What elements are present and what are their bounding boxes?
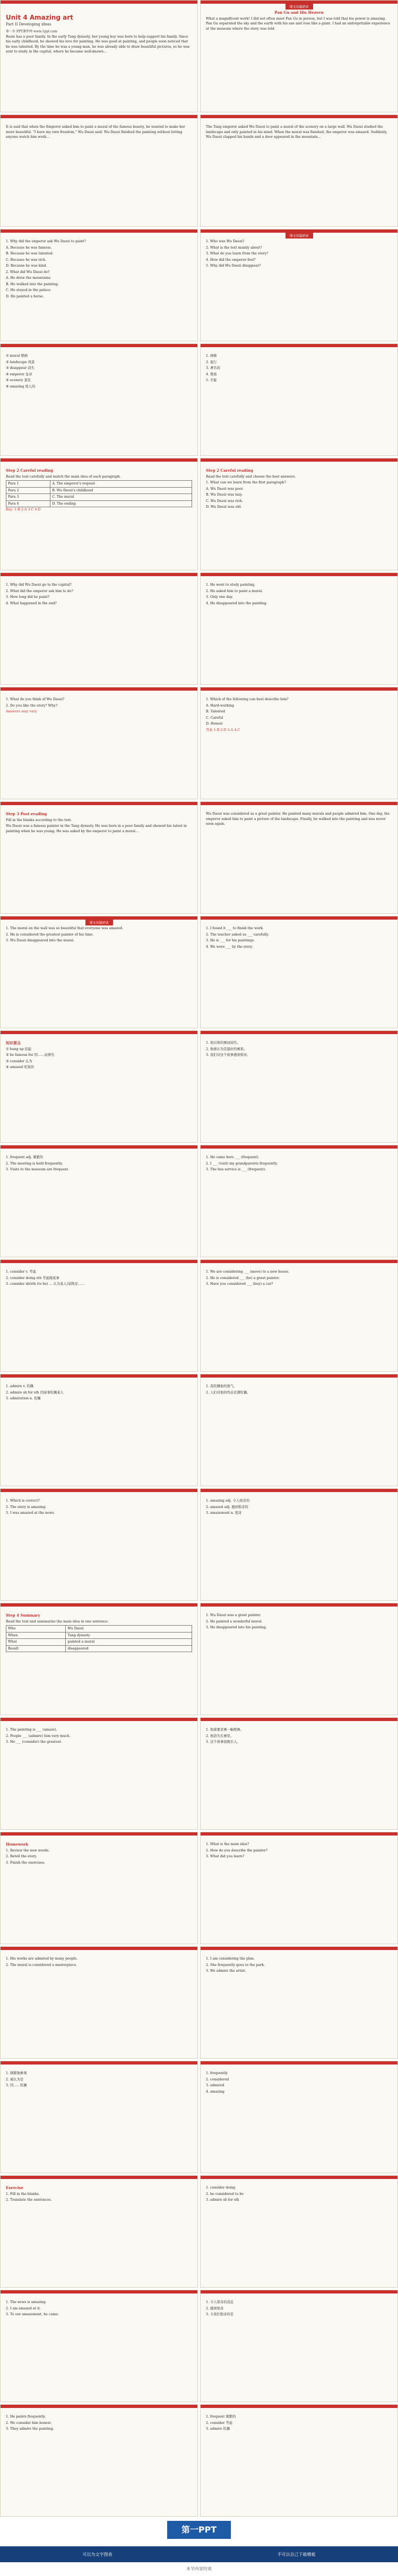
slide-18 bbox=[200, 916, 398, 1028]
list-item: 知识要点 bbox=[6, 1040, 21, 1045]
slide-text: Wu Daozi was considered as a great painter. He painted many murals and people admired him. One day, the emperor asked him to paint a picture of the landscape. Finally, he walked into the painting and was never seen again. bbox=[206, 812, 390, 826]
slide-end bbox=[0, 2519, 398, 2576]
slide-25 bbox=[0, 1374, 198, 1486]
list-item: 1. Wu Daozi was a great painter. bbox=[206, 1613, 261, 1617]
list-item: 2. The teacher asked us ___ carefully. bbox=[206, 932, 269, 937]
slide-text: The Tang emperor asked Wu Daozi to paint a mural of the scenery on a large wall. Wu Daozi studied the landscape and only painted in his mind. When the mural was finished, the emperor was amazed. Suddenly, Wu Daozi clapped his hands and a door appeared in the mountain... bbox=[206, 125, 387, 139]
list-item: 2. The story is amazing. bbox=[6, 1505, 47, 1509]
question: 1. Why did the emperor ask Wu Daozi to paint? bbox=[6, 240, 86, 243]
list-item: 2. be considered to be bbox=[206, 2192, 244, 2196]
list-item: 3. Visits to the museum are frequent. bbox=[6, 1168, 70, 1171]
slide-body: Wu Daozi was a famous painter in the Tang dynasty. He was born in a poor family and showed his talent in painting when he was young. He was asked by the emperor to paint a mural... bbox=[6, 824, 187, 833]
slide-top-bar bbox=[1, 2405, 197, 2408]
list-item: Homework bbox=[6, 1842, 29, 1847]
list-item: 1. frequently bbox=[206, 2071, 228, 2075]
list-item: 1. I found it ___ to finish the work. bbox=[206, 927, 264, 930]
list-item: A. Wu Daozi was poor. bbox=[206, 487, 244, 491]
table-cell: Para 3 bbox=[6, 494, 50, 501]
list-item: 1. 画像 bbox=[206, 354, 217, 358]
list-item: 3. He is ___ for his paintings. bbox=[206, 939, 255, 942]
slide-text: What a magnificent work! I did not often meet Pan Gu in person, but I was told that his power is amazing. Pan Gu separated the sky and the earth with his axe and rose like a giant. I had an unforgettable experience at the museum where the story was told. bbox=[206, 16, 391, 31]
slide-top-bar bbox=[1, 1603, 197, 1607]
slide-35 bbox=[0, 1946, 198, 2059]
slide-top-bar bbox=[1, 344, 197, 347]
slide-14 bbox=[200, 687, 398, 799]
list-item: 2. consider 考虑 bbox=[206, 2421, 232, 2425]
list-item: 4. How did the emperor feel? bbox=[206, 258, 256, 262]
slide-text: Read the text carefully and choose the best answers. bbox=[206, 474, 296, 479]
table-cell: Tang dynasty bbox=[66, 1632, 192, 1639]
table-cell: Para 4 bbox=[6, 500, 50, 507]
list-item: A. Hard-working bbox=[206, 703, 235, 708]
list-item: ① hang up 挂起 bbox=[6, 1047, 32, 1051]
answer-key: Key: 1-B 2-A 3-C 4-D bbox=[6, 508, 41, 511]
list-item: 1. I am considering the plan. bbox=[206, 1957, 255, 1961]
option: A. He drew the mountains. bbox=[6, 276, 51, 280]
slide-top-bar bbox=[1, 2290, 197, 2293]
slide-27 bbox=[0, 1488, 198, 1601]
slide-39 bbox=[0, 2175, 198, 2288]
table-cell: Para 1 bbox=[6, 481, 50, 488]
slide-tab: 课文语篇研读 bbox=[285, 233, 313, 239]
list-item: 3. Finish the exercises. bbox=[6, 1860, 45, 1865]
table-cell: C. The mural bbox=[50, 494, 192, 501]
list-item: 1. 我钦佩他的勇气。 bbox=[206, 1384, 237, 1388]
list-item: ② landscape 风景 bbox=[6, 360, 35, 364]
list-item: 3. admired bbox=[206, 2084, 224, 2087]
slide-top-bar bbox=[1, 1947, 197, 1950]
option: B. He walked into the painting. bbox=[6, 282, 59, 286]
list-item: 3. consider sb/sth (to be) ... 认为某人/某物是…… bbox=[6, 1282, 85, 1286]
slide-19 bbox=[0, 1030, 198, 1143]
list-item: 3. Wu Daozi disappeared into the mural. bbox=[6, 939, 75, 942]
list-item: 3. Have you considered ___ (buy) a car? bbox=[206, 1282, 273, 1286]
answer-key: 答案 1-B 2-D 3-A 4-C bbox=[206, 728, 240, 732]
slide-top-bar bbox=[201, 2405, 397, 2408]
slide-32 bbox=[200, 1717, 398, 1830]
table-row bbox=[6, 1639, 192, 1646]
slide-top-bar bbox=[1, 573, 197, 576]
slide-top-bar bbox=[1, 1374, 197, 1378]
list-item: 1. Review the new words. bbox=[6, 1848, 50, 1852]
slide-top-bar bbox=[201, 2176, 397, 2179]
list-item: 1. The mural on the wall was so beautiful that everyone was amazed. bbox=[6, 927, 124, 930]
slide-11 bbox=[0, 572, 198, 685]
list-item: 1. He went to study painting. bbox=[206, 583, 256, 587]
slide-text: Rosie has a poor family. In the early Tang dynasty, her young boy was born to help support his family. Since his early childhood, he showed his love for painting. He was good at painting, and people soon noticed that he was talented. By the time he was a young man, he was already able to draw beautiful pictures, so he was sent to study in the capital, where he became well-known... bbox=[6, 34, 190, 54]
slide-top-bar bbox=[201, 1718, 397, 1721]
slide-top-bar bbox=[201, 115, 397, 118]
list-item: ③ consider 认为 bbox=[6, 1059, 32, 1063]
slide-10 bbox=[200, 458, 398, 570]
slide-heading: Step 4 Summary bbox=[6, 1613, 40, 1618]
list-item: 1. Which is correct? bbox=[6, 1499, 40, 1503]
list-item: 3. 令我们惊奇的是 bbox=[206, 2313, 234, 2316]
slide-top-bar bbox=[1, 1031, 197, 1034]
table-row bbox=[6, 1626, 192, 1633]
slide-top-bar bbox=[201, 2290, 397, 2293]
list-item: 3. How long did he paint? bbox=[6, 595, 50, 599]
slide-top-bar bbox=[201, 1603, 397, 1607]
list-item: 1. frequent adj. 频繁的 bbox=[6, 1155, 44, 1159]
slide-34 bbox=[200, 1832, 398, 1944]
list-item: D. Honest bbox=[206, 722, 223, 726]
list-item: 3. 著名的 bbox=[206, 366, 220, 370]
slide-top-bar bbox=[201, 1145, 397, 1149]
slide-top-bar bbox=[1, 458, 197, 462]
banner-right-text: 不可以自己下载模板 bbox=[277, 2552, 316, 2557]
list-item: 2. He asked him to paint a mural. bbox=[206, 589, 263, 593]
slide-top-bar bbox=[1, 1832, 197, 1836]
slide-13 bbox=[0, 687, 198, 799]
table-cell: Result bbox=[6, 1645, 66, 1652]
list-item: 2. The meeting is held frequently. bbox=[6, 1161, 63, 1166]
slide-text: Read the text carefully and match the main idea of each paragraph. bbox=[6, 474, 121, 479]
list-item: ① mural 壁画 bbox=[6, 354, 28, 358]
ppt-logo: 第一PPT bbox=[167, 2521, 231, 2539]
slide-7 bbox=[0, 343, 198, 456]
list-item: 2. Retell the story. bbox=[6, 1855, 37, 1858]
table-row bbox=[6, 481, 192, 488]
slide-44 bbox=[200, 2404, 398, 2517]
list-item: 1. His works are admired by many people. bbox=[6, 1957, 78, 1961]
list-item: 2. We consider him honest. bbox=[6, 2421, 52, 2425]
list-item: B. Talented bbox=[206, 710, 226, 713]
slide-3 bbox=[0, 114, 198, 227]
slide-31 bbox=[0, 1717, 198, 1830]
slide-top-bar bbox=[201, 1374, 397, 1378]
slide-top-bar bbox=[201, 802, 397, 805]
list-item: 1. 他被要求画一幅壁画。 bbox=[206, 1728, 244, 1732]
list-item: 1. amazing adj. 令人惊奇的 bbox=[206, 1499, 250, 1503]
summary-table bbox=[6, 1625, 192, 1652]
list-item: 2. What did the emperor ask him to do? bbox=[6, 589, 73, 593]
slide-top-bar bbox=[201, 1947, 397, 1950]
slide-heading: Pan Gu and His Heaven bbox=[274, 10, 324, 15]
slide-40 bbox=[200, 2175, 398, 2288]
list-item: 4. He disappeared into the painting. bbox=[206, 601, 267, 605]
list-item: 1. What do you think of Wu Daozi? bbox=[6, 698, 65, 701]
slide-top-bar bbox=[201, 2061, 397, 2065]
table-cell: A. The emperor's request bbox=[50, 481, 192, 488]
list-item: 4. amazing bbox=[206, 2089, 224, 2094]
list-item: 2. He painted a wonderful mural. bbox=[206, 1619, 263, 1624]
slide-top-bar bbox=[201, 344, 397, 347]
list-item: 2. 被认为是 bbox=[6, 2077, 24, 2081]
banner-left-text: 可以为文字图表 bbox=[82, 2552, 113, 2557]
list-item: 2. 他消失在画里。 bbox=[206, 1734, 234, 1738]
slide-top-bar bbox=[1, 115, 197, 118]
list-item: 3. He ___ (consider) the greatest. bbox=[6, 1740, 62, 1744]
slide-43 bbox=[0, 2404, 198, 2517]
list-item: 2. He is considered ___ (be) a great painter. bbox=[206, 1276, 280, 1280]
slide-text: It is said that when the Emperor asked him to paint a mural of the famous beauty, he wanted to make her more beautiful. "I have my own freedom," Wu Daozi said. Wu Daozi finished the painting without letting anyone watch him work... bbox=[6, 125, 185, 139]
list-item: 2. 旅行 bbox=[206, 360, 217, 364]
slide-33 bbox=[0, 1832, 198, 1944]
unit-title: Unit 4 Amazing art bbox=[6, 14, 73, 21]
list-item: Exercise bbox=[6, 2185, 23, 2190]
list-item: 3. He disappeared into his painting. bbox=[206, 1626, 267, 1629]
slide-9 bbox=[0, 458, 198, 570]
list-item: 1. What can we learn from the first paragraph? bbox=[206, 481, 287, 484]
list-item: ⑤ scenery 景色 bbox=[6, 378, 31, 382]
slide-41 bbox=[0, 2290, 198, 2402]
list-item: 1. 他以他的画而闻名。 bbox=[206, 1041, 240, 1045]
slide-heading: Step 2 Careful reading bbox=[206, 468, 254, 473]
ppt-banner bbox=[0, 2546, 398, 2562]
list-item: 2. 感到惊奇 bbox=[206, 2306, 224, 2310]
list-item: 3. The bus service is ___ (frequent). bbox=[206, 1168, 266, 1171]
slide-38 bbox=[200, 2061, 398, 2173]
list-item: ③ disappear 消失 bbox=[6, 366, 34, 370]
slide-top-bar bbox=[201, 1031, 397, 1034]
list-item: 3. admire 钦佩 bbox=[206, 2427, 230, 2431]
question: 2. What did Wu Daozi do? bbox=[6, 270, 50, 274]
list-item: 1. consider v. 考虑 bbox=[6, 1270, 36, 1274]
slide-23 bbox=[0, 1259, 198, 1372]
slide-top-bar bbox=[1, 230, 197, 233]
table-cell: Who bbox=[6, 1626, 66, 1633]
list-item: 2. amazed adj. 感到惊奇的 bbox=[206, 1505, 248, 1509]
slide-top-bar bbox=[1, 802, 197, 805]
list-item: 1. frequent 频繁的 bbox=[206, 2415, 236, 2419]
slide-top-bar bbox=[201, 458, 397, 462]
option: C. Because he was rich. bbox=[6, 258, 47, 262]
list-item: 2. She frequently goes to the park. bbox=[206, 1963, 265, 1967]
slide-top-bar bbox=[1, 2176, 197, 2179]
table-row bbox=[6, 494, 192, 501]
option: D. He painted a horse. bbox=[6, 294, 44, 298]
list-item: 2. People ___ (admire) him very much. bbox=[6, 1734, 71, 1738]
list-item: 5. Why did Wu Daozi disappear? bbox=[206, 264, 261, 268]
slide-tab: 课文语篇研读 bbox=[85, 920, 113, 925]
slide-top-bar bbox=[201, 573, 397, 576]
slide-6 bbox=[200, 229, 398, 341]
list-item: 2. Do you like the story? Why? bbox=[6, 703, 58, 708]
slide-top-bar bbox=[201, 687, 397, 691]
table-cell: disappeared bbox=[66, 1645, 192, 1652]
slide-36 bbox=[200, 1946, 398, 2059]
list-item: 2. considered bbox=[206, 2077, 229, 2081]
slide-26 bbox=[200, 1374, 398, 1486]
list-item: 4. We were ___ by the story. bbox=[206, 945, 253, 949]
list-item: 1. consider doing bbox=[206, 2186, 236, 2190]
slide-heading: Step 3 Post-reading bbox=[6, 811, 47, 816]
slide-top-bar bbox=[1, 1, 197, 4]
table-cell: painted a mural bbox=[66, 1639, 192, 1646]
list-item: 1. He came here ___ (frequent). bbox=[206, 1155, 259, 1159]
table-row bbox=[6, 1632, 192, 1639]
slide-top-bar bbox=[201, 1260, 397, 1263]
slide-22 bbox=[200, 1145, 398, 1257]
slide-15 bbox=[0, 801, 198, 914]
list-item: 3. amazement n. 惊奇 bbox=[206, 1511, 242, 1515]
slide-top-bar bbox=[1, 687, 197, 691]
list-item: 1. The painting is ___ (amaze). bbox=[6, 1728, 57, 1732]
list-item: 3. We admire the artist. bbox=[206, 1969, 246, 1973]
slide-12 bbox=[200, 572, 398, 685]
table-cell: D. The ending bbox=[50, 500, 192, 507]
list-item: 5. 才能 bbox=[206, 378, 217, 382]
list-item: 3. What do you learn from the story? bbox=[206, 252, 269, 255]
list-item: D. Wu Daozi was old. bbox=[206, 505, 242, 509]
option: D. Because he was kind. bbox=[6, 264, 47, 268]
option: B. Because he was talented. bbox=[6, 252, 54, 255]
list-item: ④ emperor 皇帝 bbox=[6, 372, 32, 376]
list-item: 2. He is considered the greatest painter of his time. bbox=[6, 932, 94, 937]
slide-top-bar bbox=[1, 1260, 197, 1263]
slide-37 bbox=[0, 2061, 198, 2173]
option: A. Because he was famous. bbox=[6, 245, 52, 250]
slide-24 bbox=[200, 1259, 398, 1372]
slide-text: Fill in the blanks according to the text. bbox=[6, 818, 72, 822]
slide-top-bar bbox=[1, 1145, 197, 1149]
list-item: 3. I was amazed at the news. bbox=[6, 1511, 55, 1515]
slide-top-bar bbox=[201, 1489, 397, 1492]
slide-4 bbox=[200, 114, 398, 227]
list-item: 3. admire sb for sth bbox=[206, 2198, 239, 2202]
table-row bbox=[6, 1645, 192, 1652]
list-item: 2. admire sb for sth 因某事钦佩某人 bbox=[6, 1390, 64, 1395]
list-item: 4. What happened in the end? bbox=[6, 601, 57, 605]
list-item: 1. 令人惊奇的消息 bbox=[206, 2300, 234, 2304]
slide-heading: Step 2 Careful reading bbox=[6, 468, 54, 473]
table-cell: Wu Daozi bbox=[66, 1626, 192, 1633]
slide-top-bar bbox=[1, 1718, 197, 1721]
table-cell: When bbox=[6, 1632, 66, 1639]
list-item: 1. The news is amazing. bbox=[6, 2300, 47, 2304]
list-item: 2. How do you describe the painter? bbox=[206, 1848, 268, 1852]
list-item: C. Careful bbox=[206, 716, 223, 720]
slide-42 bbox=[200, 2290, 398, 2402]
part-title: Part II Developing ideas bbox=[6, 22, 51, 27]
list-item: 3. They admire the painting. bbox=[6, 2427, 54, 2431]
table-row bbox=[6, 487, 192, 494]
list-item: 2. Translate the sentences. bbox=[6, 2198, 52, 2202]
list-item: 1. 频繁地参观 bbox=[6, 2071, 27, 2075]
list-item: 2. I am amazed at it. bbox=[6, 2306, 41, 2310]
match-table bbox=[6, 480, 192, 507]
list-item: 2. What is the text mainly about? bbox=[206, 245, 262, 250]
slide-30 bbox=[200, 1603, 398, 1715]
list-item: 3. Only one day. bbox=[206, 595, 233, 599]
list-item: C. Wu Daozi was rich. bbox=[206, 499, 243, 503]
slide-21 bbox=[0, 1145, 198, 1257]
slide-text: Read the text and summarize the main idea in one sentence. bbox=[6, 1619, 109, 1624]
table-row bbox=[6, 500, 192, 507]
list-item: 1. What is the main idea? bbox=[206, 1842, 249, 1846]
list-item: 3. 这个故事很吸引人。 bbox=[206, 1740, 240, 1744]
list-item: 2. The mural is considered a masterpiece. bbox=[6, 1963, 77, 1967]
list-item: 3. 我们对这个故事感到惊讶。 bbox=[206, 1053, 250, 1057]
table-cell: What bbox=[6, 1639, 66, 1646]
slide-top-bar bbox=[201, 916, 397, 920]
caption: 第一步 PPT课件网 www.1ppt.com bbox=[6, 30, 57, 33]
slide-16 bbox=[200, 801, 398, 914]
list-item: 3. 因……钦佩 bbox=[6, 2084, 27, 2087]
slide-29 bbox=[0, 1603, 198, 1715]
slide-top-bar bbox=[201, 1832, 397, 1836]
slide-1 bbox=[0, 0, 198, 112]
list-item: ② be famous for 因……而著名 bbox=[6, 1053, 55, 1057]
list-item: 1. Why did Wu Daozi go to the capital? bbox=[6, 583, 72, 587]
list-item: 3. What did you learn? bbox=[206, 1855, 245, 1858]
list-item: 3. admiration n. 钦佩 bbox=[6, 1397, 41, 1400]
table-cell: B. Wu Daozi's childhood bbox=[50, 487, 192, 494]
list-item: 4. 赞扬 bbox=[206, 372, 217, 376]
ppt-footer: 本节内容结束 bbox=[186, 2566, 212, 2571]
slide-top-bar bbox=[1, 2061, 197, 2065]
list-item: ⑥ amazing 惊人的 bbox=[6, 384, 36, 389]
slide-28 bbox=[200, 1488, 398, 1601]
slide-tab: 课文语篇研读 bbox=[285, 4, 313, 10]
list-item: 1. We are considering ___ (move) to a new house. bbox=[206, 1270, 290, 1274]
list-item: 2. 他被认为是最好的画家。 bbox=[206, 1047, 247, 1051]
list-item: 3. To our amazement, he came. bbox=[6, 2313, 59, 2316]
answer-key: Answers may vary. bbox=[6, 710, 38, 713]
slide-17 bbox=[0, 916, 198, 1028]
list-item: 1. admire v. 钦佩 bbox=[6, 1384, 33, 1388]
slide-5 bbox=[0, 229, 198, 341]
slide-20 bbox=[200, 1030, 398, 1143]
slide-top-bar bbox=[1, 1489, 197, 1492]
list-item: 1. Who was Wu Daozi? bbox=[206, 240, 245, 243]
list-item: ④ amazed 吃惊的 bbox=[6, 1065, 34, 1069]
list-item: 2. 人们对他的作品充满钦佩。 bbox=[206, 1390, 250, 1395]
list-item: 1. Which of the following can best describe him? bbox=[206, 698, 289, 701]
table-cell: Para 2 bbox=[6, 487, 50, 494]
list-item: 2. I ___ (visit) my grandparents frequently. bbox=[206, 1161, 278, 1166]
list-item: 2. consider doing sth 考虑做某事 bbox=[6, 1276, 59, 1280]
list-item: 1. He paints frequently. bbox=[6, 2415, 46, 2419]
list-item: B. Wu Daozi was lazy. bbox=[206, 493, 243, 497]
option: C. He stayed in the palace. bbox=[6, 288, 51, 292]
list-item: 1. Fill in the blanks. bbox=[6, 2192, 40, 2196]
slide-8 bbox=[200, 343, 398, 456]
slide-2 bbox=[200, 0, 398, 112]
